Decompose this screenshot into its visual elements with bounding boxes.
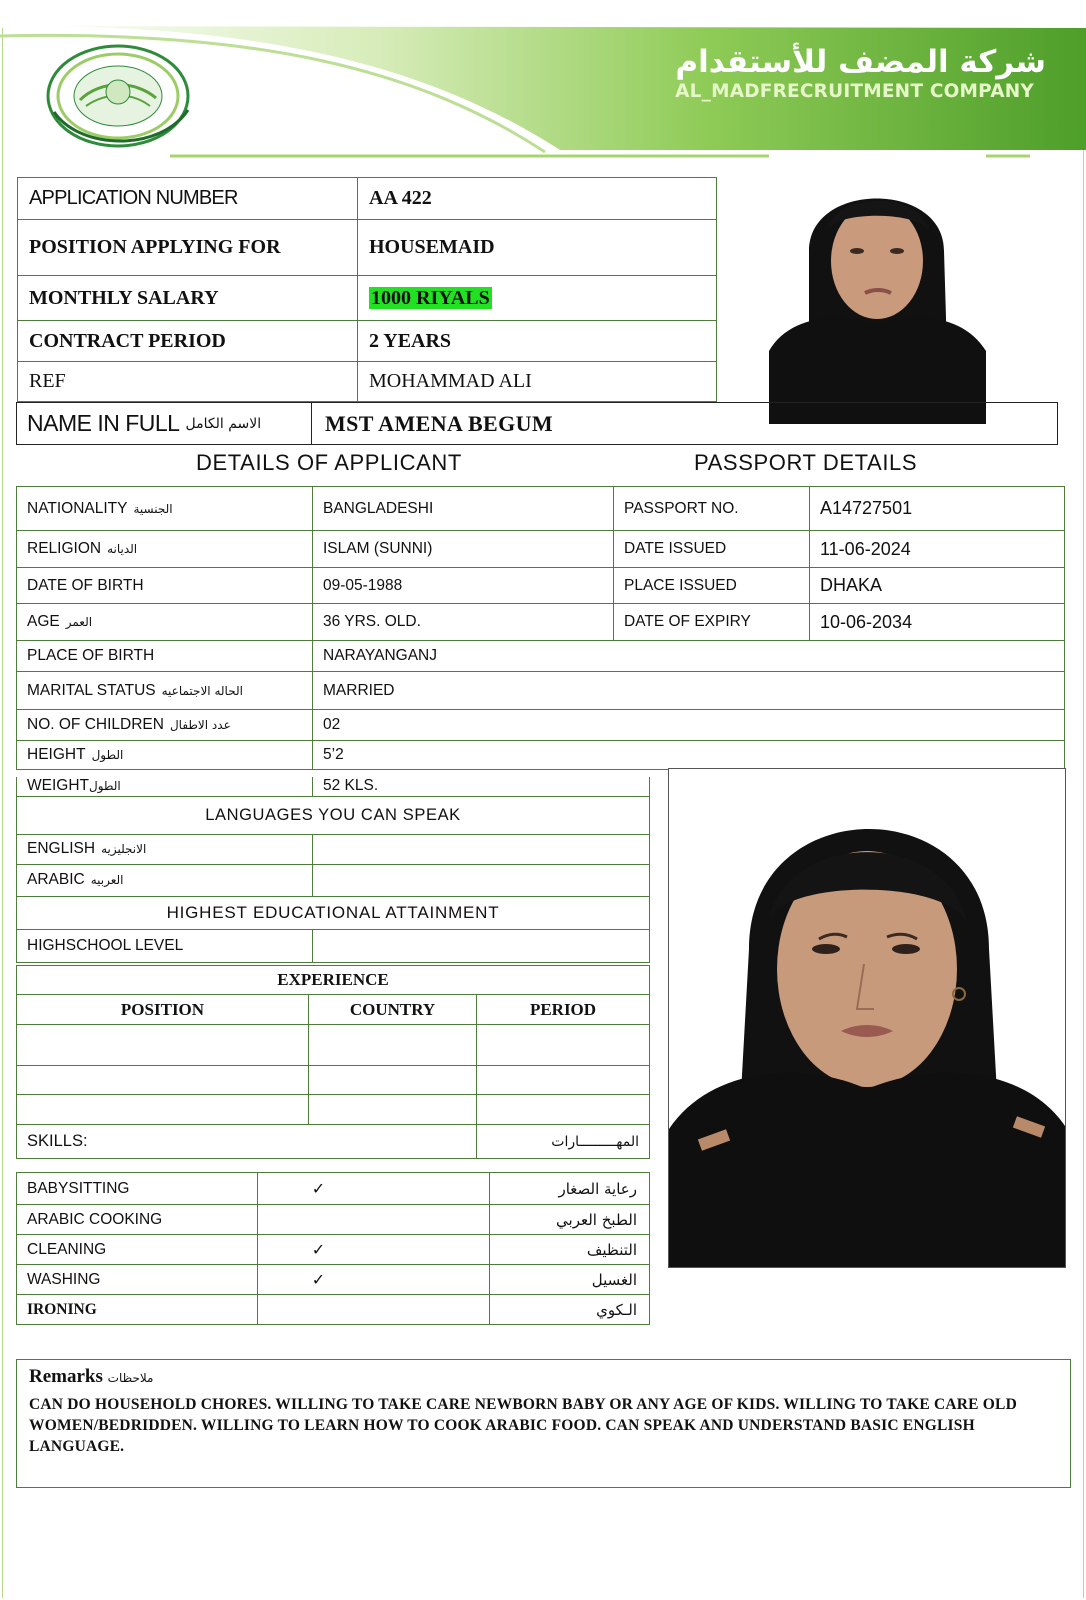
table-row xyxy=(17,834,650,864)
company-name-arabic: شركة المضف للأستقدام xyxy=(675,44,1046,80)
table-row xyxy=(17,487,1065,531)
table-row xyxy=(17,796,650,834)
experience-col-period: PERIOD xyxy=(477,995,650,1025)
skill-check-icon: ✓ xyxy=(258,1235,490,1265)
position-value: HOUSEMAID xyxy=(358,220,717,276)
table-row xyxy=(17,1173,650,1205)
table-row xyxy=(17,1125,650,1159)
full-name-label-arabic: الاسم الكامل xyxy=(185,415,262,432)
applicant-photo-small xyxy=(769,151,986,424)
skill-name: CLEANING xyxy=(17,1235,258,1265)
height-label-arabic: الطول xyxy=(91,748,124,762)
arabic-label: ARABIC xyxy=(27,871,85,888)
contract-label: CONTRACT PERIOD xyxy=(18,321,358,362)
skill-name-arabic: الـكوي xyxy=(490,1295,650,1325)
full-name-value: MST AMENA BEGUM xyxy=(325,410,554,436)
pob-label: PLACE OF BIRTH xyxy=(17,641,313,672)
position-label: POSITION APPLYING FOR xyxy=(18,220,358,276)
passport-section-title: PASSPORT DETAILS xyxy=(694,450,918,475)
nationality-label: NATIONALITY xyxy=(27,499,128,517)
details-section-title: DETAILS OF APPLICANT xyxy=(196,450,462,475)
weight-label-cell xyxy=(17,777,313,796)
place-issued-value: DHAKA xyxy=(810,568,1065,604)
applicant-details-lower-table xyxy=(16,777,650,963)
remarks-title: Remarks xyxy=(29,1366,103,1387)
place-issued-label: PLACE ISSUED xyxy=(614,568,810,604)
skill-name-arabic: الطبخ العربي xyxy=(490,1205,650,1235)
application-info-table xyxy=(17,177,717,402)
salary-label: MONTHLY SALARY xyxy=(18,276,358,321)
passport-no-label: PASSPORT NO. xyxy=(614,487,810,531)
table-row xyxy=(18,362,717,402)
education-header: HIGHEST EDUCATIONAL ATTAINMENT xyxy=(17,896,650,929)
expiry-label: DATE OF EXPIRY xyxy=(614,604,810,641)
weight-label: WEIGHT xyxy=(27,777,89,795)
children-value: 02 xyxy=(313,710,1065,741)
passport-no-value: A14727501 xyxy=(810,487,1065,531)
skills-label: SKILLS: xyxy=(17,1125,477,1159)
remarks-body: CAN DO HOUSEHOLD CHORES. WILLING TO TAKE CARE NEWBORN BABY OR ANY AGE OF KIDS. WILLING TO TAKE CARE OLD WOMEN/BEDRIDDEN. WILLING TO LEARN HOW TO COOK ARABIC FOOD. CAN SPEAK AND UNDERSTAND BASIC ENGLISH LANGUAGE. xyxy=(29,1396,1017,1455)
table-row xyxy=(17,1095,650,1125)
company-seal-logo xyxy=(40,40,196,152)
table-row xyxy=(17,1025,650,1066)
marital-value: MARRIED xyxy=(313,672,1065,710)
salary-cell xyxy=(358,276,717,321)
children-label-arabic: عدد الاطفال xyxy=(169,718,231,732)
applicant-photo-large xyxy=(668,768,1066,1268)
height-label: HEIGHT xyxy=(27,746,86,763)
table-row xyxy=(17,1066,650,1095)
table-row xyxy=(17,1265,650,1295)
remarks-box xyxy=(16,1359,1071,1488)
skill-check-icon xyxy=(258,1205,490,1235)
applicant-details-table xyxy=(16,486,1065,770)
table-row xyxy=(18,321,717,362)
english-label: ENGLISH xyxy=(27,840,96,857)
ref-label: REF xyxy=(18,362,358,402)
marital-label: MARITAL STATUS xyxy=(27,681,156,699)
children-label-cell xyxy=(17,710,313,741)
dob-label: DATE OF BIRTH xyxy=(17,568,313,604)
table-row xyxy=(18,276,717,321)
application-number-value: AA 422 xyxy=(358,178,717,220)
company-name-english: AL_MADFRECRUITMENT COMPANY xyxy=(675,81,1034,102)
age-value: 36 YRS. OLD. xyxy=(313,604,614,641)
education-value xyxy=(313,929,650,962)
age-label-arabic: العمر xyxy=(65,615,93,629)
weight-value: 52 KLS. xyxy=(313,777,650,796)
table-row xyxy=(17,995,650,1025)
nationality-label-arabic: الجنسية xyxy=(133,501,173,516)
letterhead-banner xyxy=(0,0,1086,160)
experience-col-position: POSITION xyxy=(17,995,309,1025)
languages-header: LANGUAGES YOU CAN SPEAK xyxy=(17,796,650,834)
table-row xyxy=(17,568,1065,604)
experience-table xyxy=(16,965,650,1159)
marital-label-cell xyxy=(17,672,313,710)
full-name-label-cell xyxy=(17,403,312,444)
weight-label-arabic: الطول xyxy=(89,779,121,794)
skill-name-arabic: الغسيل xyxy=(490,1265,650,1295)
pob-value: NARAYANGANJ xyxy=(313,641,1065,672)
english-value xyxy=(313,834,650,864)
skill-name-arabic: رعاية الصغار xyxy=(490,1173,650,1205)
children-label: NO. OF CHILDREN xyxy=(27,716,164,733)
remarks-title-arabic: ملاحظات xyxy=(107,1371,154,1385)
skill-name: ARABIC COOKING xyxy=(17,1205,258,1235)
table-row xyxy=(17,1235,650,1265)
age-label-cell xyxy=(17,604,313,641)
dob-value: 09-05-1988 xyxy=(313,568,614,604)
religion-label-arabic: الديانه xyxy=(107,542,138,556)
arabic-label-arabic: العربيه xyxy=(90,873,124,887)
table-row xyxy=(17,896,650,929)
ref-value: MOHAMMAD ALI xyxy=(358,362,717,402)
table-row xyxy=(17,641,1065,672)
table-row xyxy=(17,929,650,962)
skill-check-icon: ✓ xyxy=(258,1173,490,1205)
height-label-cell xyxy=(17,741,313,770)
skill-check-icon xyxy=(258,1295,490,1325)
skill-name: IRONING xyxy=(17,1295,258,1325)
remarks-title-row xyxy=(29,1366,1058,1388)
full-name-row xyxy=(16,402,1058,445)
table-row xyxy=(17,604,1065,641)
religion-label: RELIGION xyxy=(27,540,102,557)
religion-label-cell xyxy=(17,531,313,568)
date-issued-value: 11-06-2024 xyxy=(810,531,1065,568)
contract-value: 2 YEARS xyxy=(358,321,717,362)
skill-name: BABYSITTING xyxy=(17,1173,258,1205)
salary-value: 1000 RIYALS xyxy=(371,286,490,309)
nationality-label-cell xyxy=(17,487,313,531)
height-value: 5’2 xyxy=(313,741,1065,770)
arabic-value xyxy=(313,864,650,896)
table-row xyxy=(17,741,1065,770)
table-row xyxy=(17,864,650,896)
table-row xyxy=(17,1295,650,1325)
expiry-value: 10-06-2034 xyxy=(810,604,1065,641)
skill-name-arabic: التنظيف xyxy=(490,1235,650,1265)
skills-table xyxy=(16,1172,650,1325)
table-row xyxy=(17,531,1065,568)
experience-header: EXPERIENCE xyxy=(17,966,650,995)
nationality-value: BANGLADESHI xyxy=(313,487,614,531)
table-row xyxy=(17,1205,650,1235)
table-row xyxy=(17,966,650,995)
english-label-arabic: الانجليزيه xyxy=(101,842,147,856)
table-row xyxy=(18,178,717,220)
marital-label-arabic: الحاله الاجتماعيه xyxy=(161,683,243,698)
experience-col-country: COUNTRY xyxy=(309,995,477,1025)
table-row xyxy=(17,672,1065,710)
table-row xyxy=(18,220,717,276)
date-issued-label: DATE ISSUED xyxy=(614,531,810,568)
age-label: AGE xyxy=(27,613,60,630)
education-level: HIGHSCHOOL LEVEL xyxy=(17,929,313,962)
skill-check-icon: ✓ xyxy=(258,1265,490,1295)
table-row xyxy=(17,777,650,796)
skills-label-arabic: المهـــــــــارات xyxy=(477,1125,650,1159)
full-name-label: NAME IN FULL xyxy=(27,410,180,436)
skill-name: WASHING xyxy=(17,1265,258,1295)
application-number-label: APPLICATION NUMBER xyxy=(18,178,358,220)
arabic-label-cell xyxy=(17,864,313,896)
english-label-cell xyxy=(17,834,313,864)
table-row xyxy=(17,710,1065,741)
religion-value: ISLAM (SUNNI) xyxy=(313,531,614,568)
